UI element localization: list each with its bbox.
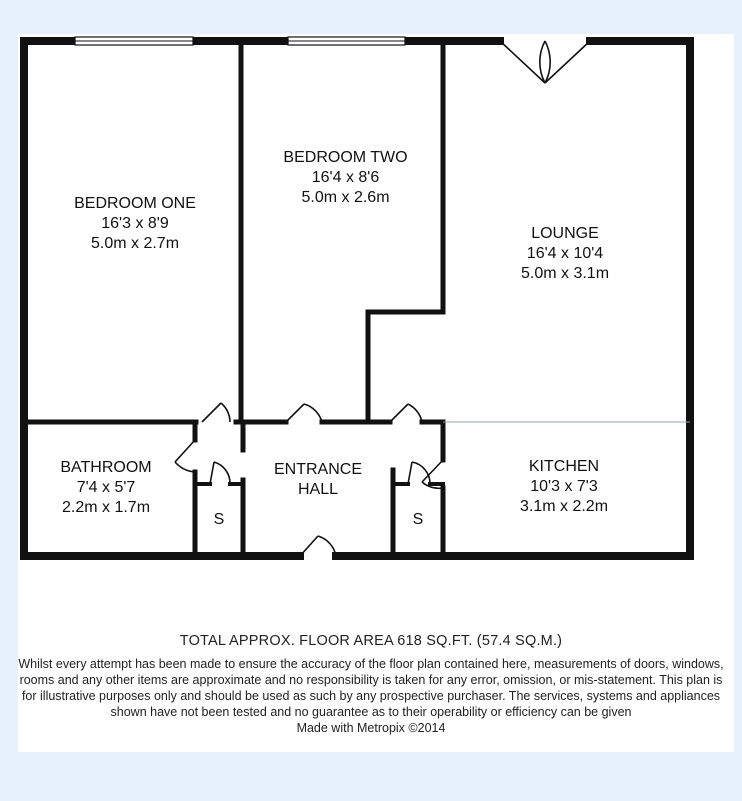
room-size-metric: 5.0m x 2.6m <box>301 189 390 206</box>
door-lounge <box>390 404 422 422</box>
room-size-metric: 5.0m x 3.1m <box>520 265 610 282</box>
room-label-bedroom-two <box>258 148 433 208</box>
room-label-entrance-hall <box>250 460 386 500</box>
room-size-imperial: 16'3 x 8'9 <box>101 215 169 232</box>
door-bedroom-one <box>202 403 230 422</box>
room-size-metric: 3.1m x 2.2m <box>519 498 609 515</box>
room-size-imperial: 10'3 x 7'3 <box>530 478 598 495</box>
room-label-bathroom <box>32 458 180 518</box>
door-bedroom-two <box>286 404 322 422</box>
room-name: BEDROOM ONE <box>74 195 196 212</box>
room-label-bedroom-one <box>50 194 220 254</box>
room-size-imperial: 7'4 x 5'7 <box>76 479 136 496</box>
room-name-line-1: ENTRANCE <box>273 461 362 478</box>
door-storage-right <box>408 462 430 484</box>
total-floor-area: TOTAL APPROX. FLOOR AREA 618 SQ.FT. (57.4 SQ.M.) <box>179 633 563 649</box>
room-size-imperial: 16'4 x 8'6 <box>311 169 380 186</box>
room-size-imperial: 16'4 x 10'4 <box>526 245 604 262</box>
room-name: BATHROOM <box>60 459 152 476</box>
room-name-line-2: HALL <box>297 481 339 498</box>
room-size-metric: 5.0m x 2.7m <box>90 235 180 252</box>
disclaimer-text: Whilst every attempt has been made to ensure the accuracy of the floor plan contained here, measurements of doors, windows, rooms and any other items are approximate and no responsibility is taken for any error, omission, or mis-statement. This plan is for illustrative purposes only and should be used as such by any prospective purchaser. The services, systems and appliances shown have not been tested and no guarantee as to their operability or efficiency can be given <box>18 657 724 719</box>
door-storage-left <box>210 462 230 484</box>
credit-text: Made with Metropix ©2014 <box>296 721 446 735</box>
storage-label-right: S <box>412 511 424 528</box>
room-name: LOUNGE <box>531 225 599 242</box>
room-label-lounge <box>485 224 645 284</box>
room-label-kitchen <box>488 457 640 517</box>
room-name: BEDROOM TWO <box>283 149 408 166</box>
french-doors-lounge <box>500 41 590 83</box>
plan-footer <box>0 632 742 736</box>
room-size-metric: 2.2m x 1.7m <box>61 499 151 516</box>
room-name: KITCHEN <box>528 458 600 475</box>
storage-label-left: S <box>213 511 225 528</box>
front-door <box>300 536 336 556</box>
